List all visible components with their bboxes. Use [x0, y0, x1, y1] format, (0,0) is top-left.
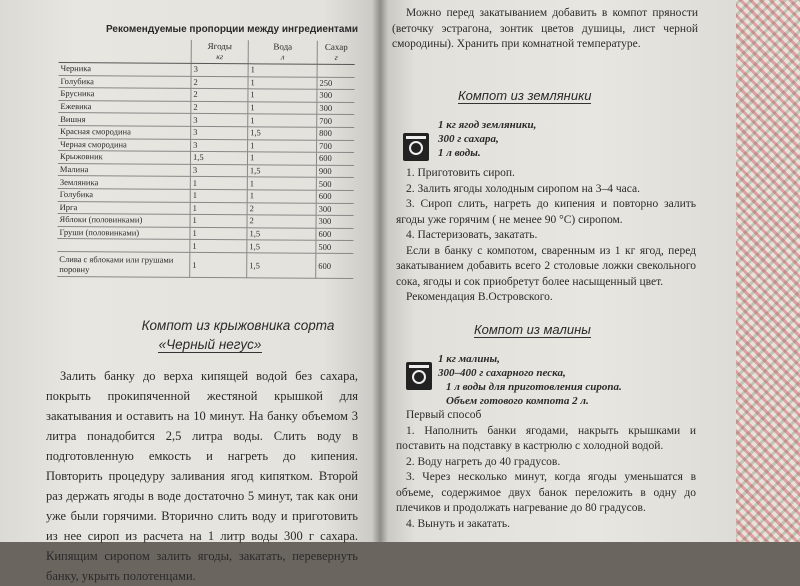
table-cell-berries: 1 [190, 227, 247, 240]
table-cell-name: Черника [59, 62, 192, 76]
table-row [57, 251, 353, 278]
table-cell-name: Крыжовник [58, 151, 191, 165]
table-cell-sugar: 600 [316, 152, 354, 165]
table-cell-water: 1,5 [247, 165, 316, 178]
table-cell-name: Вишня [58, 113, 191, 127]
table-cell-name: Красная смородина [58, 125, 191, 139]
table-cell-berries: 3 [191, 126, 248, 139]
table-cell-berries: 3 [191, 114, 248, 127]
table-cell-sugar: 300 [316, 215, 354, 228]
list-item: 4. Пастеризовать, закатать. [406, 229, 538, 241]
table-cell-water: 1 [247, 152, 316, 165]
strawberry-steps [396, 166, 696, 306]
table-cell-sugar: 300 [317, 102, 355, 115]
list-item: 4. Вынуть и закатать. [406, 517, 510, 530]
table-cell-sugar [317, 64, 355, 77]
table-cell-name: Ежевика [58, 100, 191, 114]
table-cell-water: 1 [247, 177, 316, 190]
table-cell-name: Малина [58, 163, 191, 177]
table-cell-name: Черная смородина [58, 138, 191, 152]
table-cell-water: 1 [248, 64, 317, 77]
scale-icon [403, 133, 429, 161]
table-cell-berries: 1 [190, 240, 247, 253]
table-cell-sugar: 700 [317, 140, 355, 153]
recommendation-credit: Рекомендация В.Островского. [406, 291, 553, 303]
table-cell-sugar: 900 [316, 165, 354, 178]
table-cell-name [57, 239, 190, 253]
table-header-row [59, 39, 355, 65]
table-cell-berries: 3 [191, 63, 248, 76]
list-item: 3. Сироп слить, нагреть до кипения и повторно залить ягоды уже горячим ( не менее 90 °C) сиропом. [396, 198, 696, 226]
table-cell-water: 2 [247, 202, 316, 215]
table-cell-sugar: 600 [316, 228, 354, 241]
raspberry-ingredients: 1 кг малины, 300–400 г сахарного песка, 1 л воды для приготовления сиропа. Объем готового компота 2 л. [438, 353, 622, 407]
raspberry-steps [396, 408, 696, 532]
table-cell-water: 1 [248, 114, 317, 127]
table-cell-sugar: 500 [316, 241, 354, 254]
method-label: Первый способ [406, 409, 482, 421]
strawberry-compote-title: Компот из земляники [458, 88, 592, 103]
table-cell-name: Брусника [58, 88, 191, 102]
beet-juice-note: Если в банку с компотом, сваренным из 1 кг ягод, перед закатыванием добавить всего 2 столовые ложки свекольного сока, ягоды и сок приобретут более насыщенный цвет. [396, 244, 696, 288]
list-item: 2. Залить ягоды холодным сиропом на 3–4 часа. [406, 182, 641, 195]
table-cell-berries: 3 [191, 139, 248, 152]
book-gutter [372, 0, 388, 542]
table-header-sugar: Сахар г [317, 41, 355, 65]
table-cell-berries: 1 [190, 215, 247, 228]
table-cell-berries: 1 [190, 177, 247, 190]
tablecloth-background [736, 0, 800, 542]
table-cell-berries: 1,5 [190, 152, 247, 165]
table-header-berries: Ягоды кг [191, 40, 248, 64]
table-cell-sugar: 600 [316, 253, 354, 278]
table-cell-water: 1,5 [247, 240, 316, 253]
table-cell-berries: 2 [191, 76, 248, 89]
table-cell-water: 2 [247, 215, 316, 228]
table-cell-name: Земляника [58, 176, 191, 190]
table-cell-sugar: 600 [316, 190, 354, 203]
table-cell-sugar: 700 [317, 115, 355, 128]
table-cell-name: Ирга [58, 201, 191, 215]
gooseberry-recipe-text: Залить банку до верха кипящей водой без сахара, покрыть прокипяченной жестяной крышкой для закатывания и оставить на 10 минут. На банку объемом 3 литра понадобится 2,5 литра воды. Слить воду в подготовленную емкость и нагреть до кипения. Повторить процедуру заливания ягод кипятком. Второй раз держать ягоды в воде достаточно 5 минут, так как они уже были горячими. Вторично слить воду и приготовить из нее сироп из расчета на 1 литр воды 300 г сахара. Кипящим сиропом залить ягоды, закатать, перевернуть банку, укрыть полотенцами. [46, 369, 358, 583]
table-cell-berries: 3 [190, 164, 247, 177]
table-cell-water: 1 [248, 76, 317, 89]
table-cell-name: Груши (половинками) [57, 226, 190, 240]
list-item: 1. Наполнить банки ягодами, накрыть крышками и поставить на подставку в кастрюлю с холодной водой. [396, 424, 696, 452]
spices-intro: Можно перед закатыванием добавить в компот пряности (веточку эстрагона, зонтик цветов душицы, лист черной смородины). Хранить при комнатной температуре. [392, 7, 698, 50]
table-cell-water: 1 [248, 139, 317, 152]
raspberry-compote-title: Компот из малины [474, 322, 591, 337]
table-cell-name: Голубика [58, 188, 191, 202]
table-cell-sugar: 300 [317, 89, 355, 102]
table-cell-name: Слива с яблоками или грушами поровну [57, 251, 190, 277]
table-cell-water: 1,5 [248, 127, 317, 140]
table-cell-berries: 2 [191, 101, 248, 114]
table-cell-berries: 1 [190, 252, 247, 277]
table-cell-sugar: 800 [317, 127, 355, 140]
proportions-table [57, 39, 355, 279]
list-item: 1. Приготовить сироп. [406, 167, 515, 179]
table-title: Рекомендуемые пропорции между ингредиентами [105, 24, 359, 35]
recipe-title-line2: «Черный негус» [158, 337, 262, 352]
table-cell-sugar: 500 [316, 178, 354, 191]
table-cell-sugar: 300 [316, 203, 354, 216]
table-cell-water: 1 [248, 89, 317, 102]
table-cell-water: 1 [247, 190, 316, 203]
table-cell-name: Голубика [58, 75, 191, 89]
table-header-water: Вода л [248, 40, 317, 64]
table-cell-berries: 1 [190, 202, 247, 215]
table-cell-berries: 1 [190, 189, 247, 202]
list-item: 2. Воду нагреть до 40 градусов. [406, 455, 561, 468]
table-header-name [59, 39, 192, 63]
table-cell-water: 1,5 [247, 228, 316, 241]
table-cell-name: Яблоки (половинками) [58, 214, 191, 228]
recipe-title-line1: Компот из крыжовника сорта [141, 318, 335, 333]
table-cell-sugar: 250 [317, 77, 355, 90]
strawberry-ingredients: 1 кг ягод земляники, 300 г сахара, 1 л воды. [438, 119, 537, 159]
table-cell-water: 1 [248, 102, 317, 115]
list-item: 3. Через несколько минут, когда ягоды уменьшатся в объеме, содержимое двух банок переложить в одну до плечиков и продолжать нагревание до 80 градусов. [396, 471, 696, 514]
table-cell-water: 1,5 [247, 253, 316, 278]
table-cell-berries: 2 [191, 89, 248, 102]
